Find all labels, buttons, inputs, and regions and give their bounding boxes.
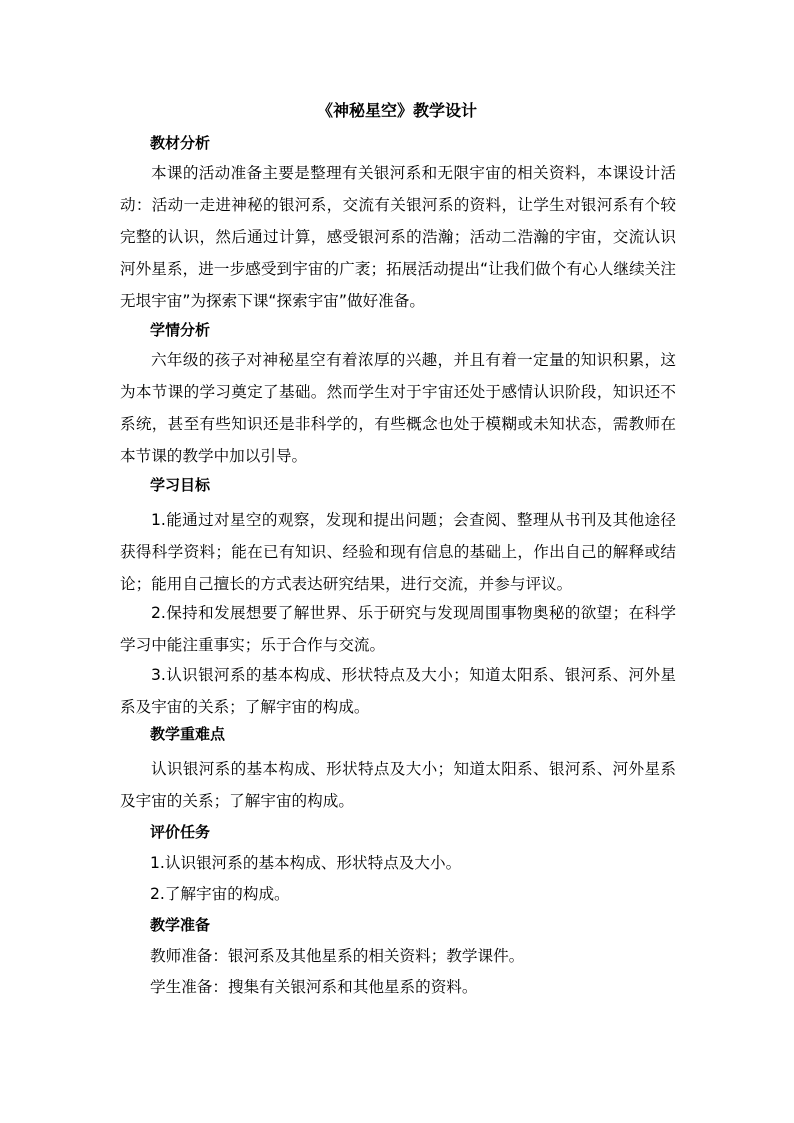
paragraph-key-points: 认识银河系的基本构成、形状特点及大小；知道太阳系、银河系、河外星系及宇宙的关系；了解宇宙的构成。 [120,760,676,810]
section-heading-key-points: 教学重难点 [150,725,226,743]
section-heading-learner-analysis: 学情分析 [150,321,211,339]
document-title: 《神秘星空》教学设计 [316,101,477,120]
section-heading-textbook-analysis: 教材分析 [150,134,211,152]
paragraph-objective-3: 3.认识银河系的基本构成、形状特点及大小；知道太阳系、银河系、河外星系及宇宙的关系；了解宇宙的构成。 [120,666,676,716]
assessment-task-1: 1.认识银河系的基本构成、形状特点及大小。 [150,854,462,872]
paragraph-objective-1: 1.能通过对星空的观察，发现和提出问题；会查阅、整理从书刊及其他途径获得科学资料；能在已有知识、经验和现有信息的基础上，作出自己的解释或结论；能用自己擅长的方式表达研究结果，进行交流，并参与评议。 [120,511,676,593]
teacher-preparation: 教师准备：银河系及其他星系的相关资料；教学课件。 [150,947,525,965]
paragraph-learner-analysis: 六年级的孩子对神秘星空有着浓厚的兴趣，并且有着一定量的知识积累，这为本节课的学习奠定了基础。然而学生对于宇宙还处于感情认识阶段，知识还不系统，甚至有些知识还是非科学的，有些概念也处于模糊或未知状态，需教师在本节课的教学中加以引导。 [120,351,676,465]
section-heading-learning-objectives: 学习目标 [150,476,211,494]
paragraph-objective-2: 2.保持和发展想要了解世界、乐于研究与发现周围事物奥秘的欲望；在科学学习中能注重事实；乐于合作与交流。 [120,604,676,654]
student-preparation: 学生准备：搜集有关银河系和其他星系的资料。 [150,978,478,996]
section-heading-teaching-preparation: 教学准备 [150,916,211,934]
paragraph-textbook-analysis: 本课的活动准备主要是整理有关银河系和无限宇宙的相关资料，本课设计活动：活动一走进神秘的银河系，交流有关银河系的资料，让学生对银河系有个较完整的认识，然后通过计算，感受银河系的浩瀚；活动二浩瀚的宇宙，交流认识河外星系，进一步感受到宇宙的广袤；拓展活动提出“让我们做个有心人继续关注无垠宇宙”为探索下课“探索宇宙”做好准备。 [120,164,676,310]
assessment-task-2: 2.了解宇宙的构成。 [150,885,290,903]
section-heading-assessment-tasks: 评价任务 [150,823,211,841]
